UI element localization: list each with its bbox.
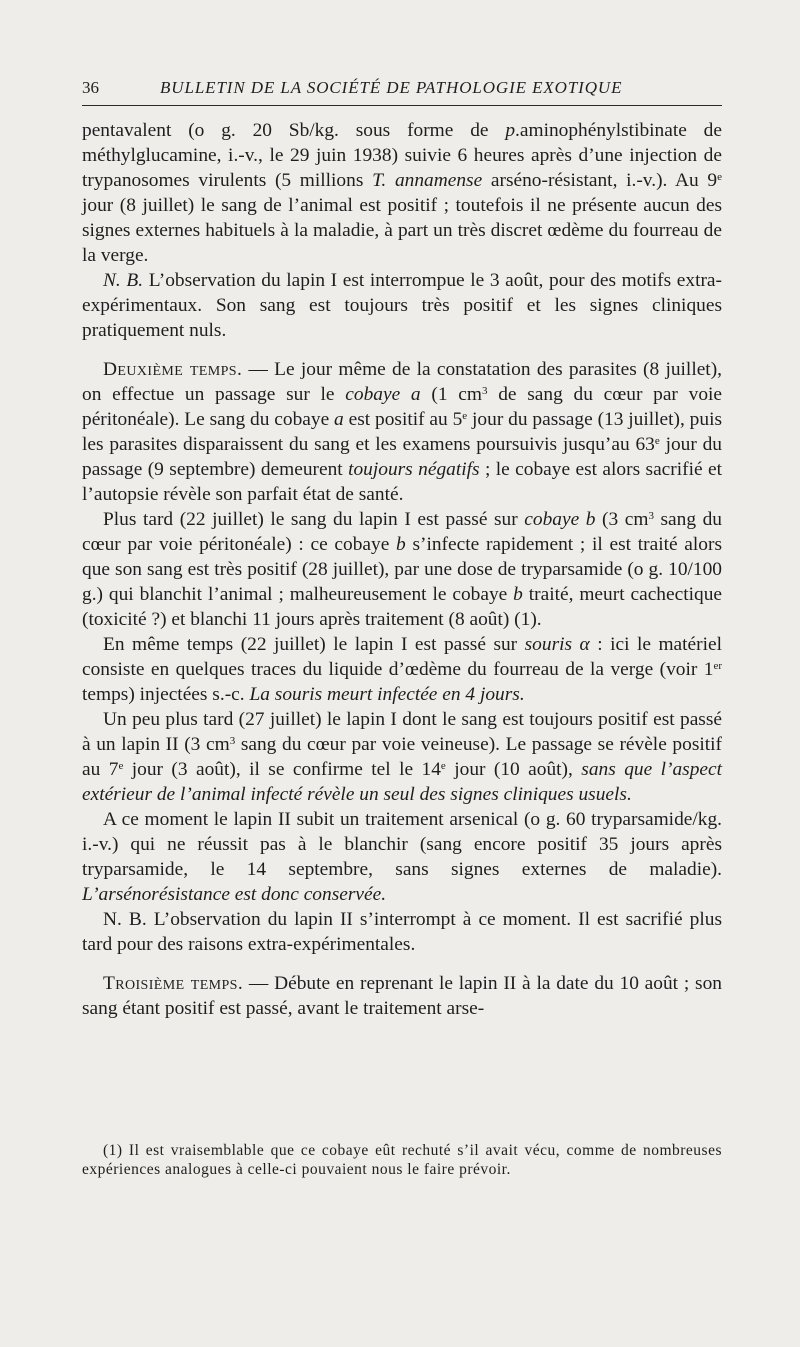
paragraph-note-rabbit-1: N. B. L’observation du lapin I est interrompue le 3 août, pour des motifs extra-expérimentaux. Son sang est toujours très positif et les signes cliniques pratiquement nuls. — [82, 270, 723, 341]
paragraph-lapin-2: Un peu plus tard (27 juillet) le lapin I dont le sang est toujours positif est passé à un lapin II (3 $cm^3$ sang du cœur par voie veineuse). Le passage se révèle positif au 7e jour (3 août), il se confirme tel le 14e jour (10 août), sans que l’aspect extérieur de l’animal infecté révèle un seul des signes cliniques usuels. — [82, 709, 723, 805]
paragraph-troisieme-temps: Troisième temps. — Débute en reprenant le lapin II à la date du 10 août ; son sang étant positif est passé, avant le traitement arse- — [82, 973, 722, 1019]
paragraph-cobaye-b: Plus tard (22 juillet) le sang du lapin I est passé sur cobaye b (3 $cm^3$ sang du cœur par voie péritonéale) : ce cobaye b s’infecte rapidement ; il est traité alors que son sang est très positif (28 juillet), par une dose de tryparsamide (o g. 10/100 g.) qui blanchit l’animal ; malheureusement le cobaye b traité, meurt cachectique (toxicité ?) et blanchi 11 jours après traitement (8 août) (1). — [82, 509, 723, 630]
paragraph-note-rabbit-2: N. B. L’observation du lapin II s’interrompt à ce moment. Il est sacrifié plus tard pour des raisons extra-expérimentales. — [82, 909, 722, 955]
paragraph-deuxieme-temps: Deuxième temps. — Le jour même de la constatation des parasites (8 juillet), on effectue un passage sur le cobaye a (1 $cm^3$ de sang du cœur par voie péritonéale). Le sang du cobaye a est positif au 5e jour du passage (13 juillet), puis les parasites disparaissent du sang et les examens poursuivis jusqu’au 63e jour du passage (9 septembre) demeurent toujours négatifs ; le cobaye est alors sacrifié et l’autopsie révèle son parfait état de santé. — [82, 359, 723, 505]
running-title: BULLETIN DE LA SOCIÉTÉ DE PATHOLOGIE EXOTIQUE — [160, 78, 623, 97]
header-rule — [82, 105, 722, 106]
paragraph-traitement-arsenical: A ce moment le lapin II subit un traitement arsenical (o g. 60 tryparsamide/kg. i.-v.) qui ne réussit pas à le blanchir (sang encore positif 35 jours après tryparsamide, le 14 septembre, sans signes externes de maladie). L’arsénorésistance est donc conservée. — [82, 809, 722, 905]
paragraph-souris: En même temps (22 juillet) le lapin I est passé sur souris α : ici le matériel consiste en quelques traces du liquide d’œdème du fourreau de la verge (voir 1er temps) injectées s.-c. La souris meurt infectée en 4 jours. — [82, 634, 722, 705]
footnote-text: (1) Il est vraisemblable que ce cobaye eût rechuté s’il avait vécu, comme de nombreuses expériences analogues à celle-ci pouvaient nous le faire prévoir. — [82, 1142, 722, 1178]
running-header — [82, 76, 722, 100]
paragraph-continuation: pentavalent (o g. 20 Sb/kg. sous forme de p.aminophénylstibinate de méthylglucamine, i.-v., le 29 juin 1938) suivie 6 heures après d’une injection de trypanosomes virulents (5 millions T. annamense arséno-résistant, i.-v.). Au 9e jour (8 juillet) le sang de l’animal est positif ; toutefois il ne présente aucun des signes externes habituels à la maladie, à part un très discret œdème du fourreau de la verge. — [82, 120, 722, 266]
body-text — [82, 118, 722, 1021]
footnote — [82, 1141, 722, 1179]
page-number: 36 — [82, 78, 99, 97]
